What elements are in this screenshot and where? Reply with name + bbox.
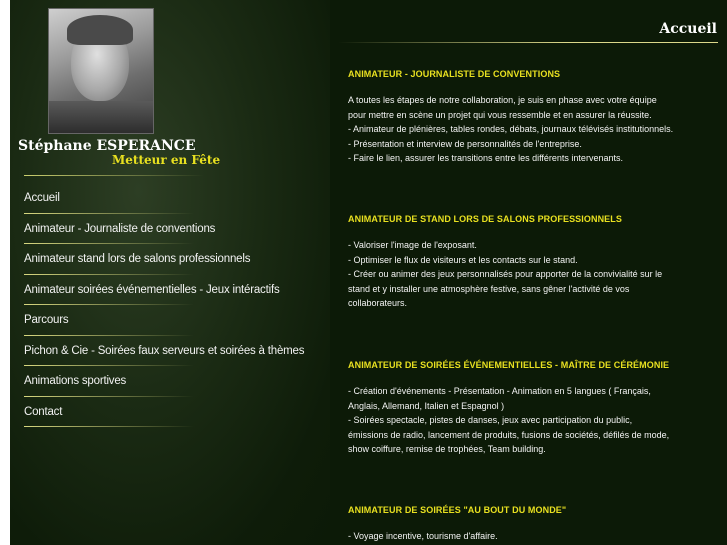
page-title: Accueil	[659, 21, 717, 37]
main-nav	[24, 185, 324, 429]
sidebar	[10, 0, 330, 545]
nav-item-journaliste-conventions[interactable]	[24, 216, 324, 247]
section-body: - Voyage incentive, tourisme d'affaire.	[348, 531, 498, 541]
section-stand	[348, 214, 718, 311]
section-bout-du-monde	[348, 505, 718, 544]
divider	[338, 42, 718, 43]
nav-item-label[interactable]: Pichon & Cie - Soirées faux serveurs et soirées à thèmes	[24, 344, 305, 357]
photo-shirt	[49, 101, 153, 134]
nav-item-stand-salons[interactable]	[24, 246, 324, 277]
nav-item-label[interactable]: Contact	[24, 405, 63, 418]
nav-item-label[interactable]: Animateur - Journaliste de conventions	[24, 222, 216, 235]
nav-item-parcours[interactable]	[24, 307, 324, 338]
section-body: - Valoriser l'image de l'exposant. - Optimiser le flux de visiteurs et les contacts sur le stand. - Créer ou animer des jeux personnalisés pour apporter de la convivialité sur le stand et y installer une atmosphère festive, sans gêner l'activité de vos collaborateurs.	[348, 240, 663, 309]
profile-photo	[48, 8, 154, 134]
section-heading: ANIMATEUR DE SOIRÉES ÉVÉNEMENTIELLES - MAÎTRE DE CÉRÉMONIE	[348, 360, 670, 370]
site-tagline: Metteur en Fête	[112, 153, 221, 167]
nav-item-accueil[interactable]	[24, 185, 324, 216]
section-body: A toutes les étapes de notre collaboration, je suis en phase avec votre équipe pour mettre en scène un projet qui vous ressemble et en assurer la réussite. - Animateur de plénières, tables rondes, débats, journaux télévisés institutionnels. - Présentation et interview de personnalités de l'entreprise. - Faire le lien, assurer les transitions entre les différents intervenants.	[348, 95, 674, 164]
nav-item-soirees-evenementielles[interactable]	[24, 277, 324, 308]
nav-item-contact[interactable]	[24, 399, 324, 430]
section-body: - Création d'événements - Présentation - Animation en 5 langues ( Français, Anglais, Allemand, Italien et Espagnol ) - Soirées spectacle, pistes de danses, jeux avec participation du public, émissions de radio, lancement de produits, fusions de sociétés, défilés de mode, show coiffure, remise de trophées, Team building.	[348, 386, 670, 455]
nav-item-animations-sportives[interactable]	[24, 368, 324, 399]
site-owner-name: Stéphane ESPERANCE	[18, 138, 196, 154]
section-journaliste	[348, 69, 718, 166]
nav-item-label[interactable]: Animateur stand lors de salons professionnels	[24, 253, 251, 265]
nav-item-pichon-cie[interactable]	[24, 338, 324, 369]
page-frame	[10, 0, 727, 545]
main-content	[330, 0, 727, 545]
section-soirees	[348, 360, 718, 457]
nav-item-label[interactable]: Animateur soirées événementielles - Jeux intéractifs	[24, 283, 280, 296]
nav-item-label[interactable]: Animations sportives	[24, 375, 127, 387]
nav-item-label[interactable]: Accueil	[24, 192, 60, 204]
section-heading: ANIMATEUR - JOURNALISTE DE CONVENTIONS	[348, 69, 561, 79]
section-heading: ANIMATEUR DE STAND LORS DE SALONS PROFESSIONNELS	[348, 214, 622, 224]
photo-hair	[67, 15, 133, 45]
section-heading: ANIMATEUR DE SOIRÉES "AU BOUT DU MONDE"	[348, 505, 567, 515]
divider	[24, 175, 204, 176]
nav-item-label[interactable]: Parcours	[24, 314, 69, 326]
